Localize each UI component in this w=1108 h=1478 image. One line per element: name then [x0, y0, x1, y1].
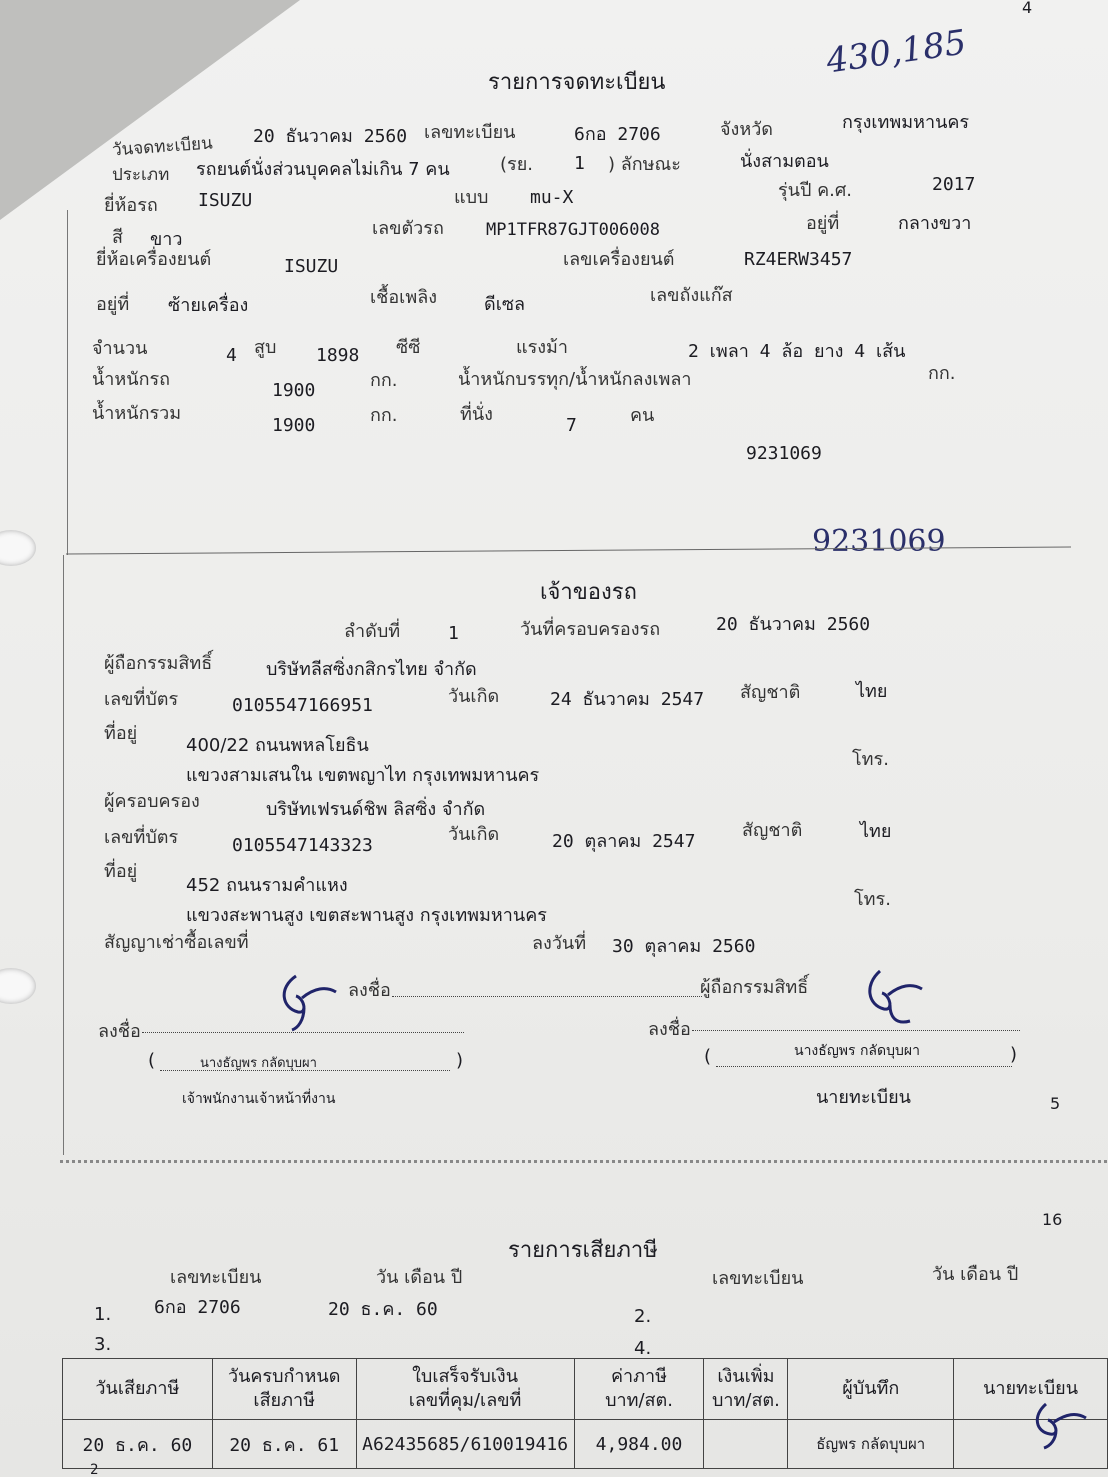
brand-label: ยี่ห้อรถ [104, 195, 158, 216]
holder-phone-label: โทร. [852, 749, 889, 770]
vehicle-type: รถยนต์นั่งส่วนบุคคลไม่เกิน 7 คน [196, 159, 450, 180]
page-number: 4 [1022, 0, 1033, 17]
reg-date: 20 ธันวาคม 2560 [253, 126, 408, 147]
fuel: ดีเซล [484, 294, 526, 315]
style-label: ) ลักษณะ [608, 154, 681, 175]
holder-nationality: ไทย [856, 681, 888, 702]
occupant-phone-label: โทร. [854, 889, 891, 910]
holder-name: บริษัทลีสซิ่งกสิกรไทย จำกัด [266, 659, 477, 680]
possession-date: 20 ธันวาคม 2560 [716, 614, 871, 635]
left-official-title: เจ้าพนักงานเจ้าหน้าที่งาน [182, 1091, 336, 1107]
tax-due-date: 20 ธ.ค. 61 [212, 1420, 356, 1469]
horsepower-label: แรงม้า [516, 337, 569, 358]
year-label: รุ่นปี ค.ศ. [778, 180, 853, 201]
engine-location: ซ้ายเครื่อง [168, 295, 249, 316]
holder-signature-label: ผู้ถือกรรมสิทธิ์ [700, 977, 809, 998]
occupant-label: ผู้ครอบครอง [104, 791, 200, 812]
engine-cc: 1898 [316, 345, 360, 366]
lease-date-label: ลงวันที่ [532, 933, 587, 954]
sequence: 1 [448, 623, 459, 644]
kg-unit: กก. [370, 370, 398, 391]
vin: MP1TFR87GJT006008 [486, 220, 660, 240]
occupant-dob-label: วันเกิด [448, 824, 500, 845]
margin-line [63, 555, 64, 1155]
cylinder-unit: สูบ [254, 337, 277, 358]
owner-title: เจ้าของรถ [540, 580, 637, 605]
cc-unit: ซีซี [396, 337, 421, 358]
province-label: จังหวัด [720, 119, 773, 140]
tax-row1-date: 20 ธ.ค. 60 [328, 1299, 438, 1320]
name-line [716, 1066, 1012, 1067]
plate-number: 6กอ 2706 [574, 124, 661, 145]
cylinders: 4 [226, 345, 237, 366]
header-recorder: ผู้บันทึก [788, 1359, 954, 1420]
engine-number-label: เลขเครื่องยนต์ [563, 249, 675, 270]
vehicle-style: นั่งสามตอน [740, 151, 829, 172]
type-code: 1 [574, 153, 585, 174]
occupant-dob: 20 ตุลาคม 2547 [552, 831, 696, 852]
reference-number: 9231069 [746, 443, 822, 464]
registration-title: รายการจดทะเบียน [488, 70, 666, 95]
gross-weight: 1900 [272, 415, 316, 436]
color-label: สี [112, 227, 123, 248]
vin-location-label: อยู่ที่ [806, 213, 840, 234]
holder-dob-label: วันเกิด [448, 686, 500, 707]
vehicle-weight: 1900 [272, 380, 316, 401]
occupant-nationality: ไทย [860, 821, 892, 842]
occupant-address-line2: แขวงสะพานสูง เขตสะพานสูง กรุงเทพมหานคร [186, 905, 547, 926]
occupant-nationality-label: สัญชาติ [742, 820, 803, 841]
header-registrar: นายทะเบียน [954, 1359, 1108, 1420]
type-code-label: (รย. [500, 154, 533, 175]
tax-date-label: วัน เดือน ปี [376, 1267, 463, 1288]
axles-wheels: 2 เพลา 4 ล้อ ยาง 4 เส้น [688, 341, 906, 362]
tax-plate-label: เลขทะเบียน [712, 1268, 804, 1289]
signature-line [692, 1030, 1020, 1031]
plate-label: เลขทะเบียน [424, 122, 516, 143]
vehicle-color: ขาว [150, 229, 183, 250]
paren-open: ( [148, 1050, 156, 1071]
model: mu-X [530, 187, 574, 208]
engine-location-label: อยู่ที่ [96, 294, 130, 315]
tax-row-number: 1. [94, 1304, 112, 1325]
tax-payment-table [62, 1358, 1108, 1469]
signature-mark [860, 965, 930, 1029]
tax-row-number: 4. [634, 1338, 652, 1359]
holder-nationality-label: สัญชาติ [740, 682, 801, 703]
name-line [160, 1070, 450, 1071]
possession-date-label: วันที่ครอบครองรถ [520, 619, 661, 640]
brand: ISUZU [198, 190, 253, 211]
cylinder-label: จำนวน [92, 338, 148, 359]
lease-date: 30 ตุลาคม 2560 [612, 936, 756, 957]
tax-plate-label: เลขทะเบียน [170, 1267, 262, 1288]
right-sign-label: ลงชื่อ [648, 1019, 691, 1040]
handwritten-number: 430,185 [823, 22, 969, 82]
holder-address-line2: แขวงสามเสนใน เขตพญาไท กรุงเทพมหานคร [186, 765, 540, 786]
table-row [63, 1420, 1108, 1469]
tax-title: รายการเสียภาษี [508, 1238, 658, 1263]
holder-id-label: เลขที่บัตร [104, 689, 179, 710]
tax-row1-plate: 6กอ 2706 [154, 1297, 241, 1318]
header-tax-date: วันเสียภาษี [63, 1359, 213, 1420]
engine-brand-label: ยี่ห้อเครื่องยนต์ [96, 249, 212, 270]
tax-amount: 4,984.00 [574, 1420, 704, 1469]
recorder: ธัญพร กลัดบุบผา [788, 1420, 954, 1469]
holder-address-line1: 400/22 ถนนพหลโยธิน [186, 735, 369, 756]
vin-location: กลางขวา [898, 213, 972, 234]
section-divider [60, 1160, 1108, 1163]
left-sign-label: ลงชื่อ [98, 1021, 141, 1042]
weight-label: น้ำหนักรถ [92, 369, 171, 390]
tax-date-label: วัน เดือน ปี [932, 1264, 1019, 1285]
holder-id: 0105547166951 [232, 695, 373, 716]
occupant-address-line1: 452 ถนนรามคำแหง [186, 875, 348, 896]
province: กรุงเทพมหานคร [842, 112, 970, 133]
kg-unit: กก. [928, 363, 956, 384]
gas-tank-label: เลขถังแก๊ส [650, 285, 733, 306]
signature-mark [274, 968, 344, 1032]
occupant-id: 0105547143323 [232, 835, 373, 856]
seats-label: ที่นั่ง [460, 404, 493, 425]
reference-number-handwritten: 9231069 [812, 524, 946, 559]
tax-row2-partial: 2 [90, 1462, 99, 1478]
header-receipt: ใบเสร็จรับเงิน เลขที่คุม/เลขที่ [356, 1359, 574, 1420]
holder-dob: 24 ธันวาคม 2547 [550, 689, 705, 710]
model-label: แบบ [454, 187, 489, 208]
occupant-id-label: เลขที่บัตร [104, 827, 179, 848]
tax-paid-date: 20 ธ.ค. 60 [63, 1420, 213, 1469]
reg-date-label: วันจดทะเบียน [111, 133, 214, 161]
paren-open: ( [704, 1046, 712, 1067]
header-surcharge: เงินเพิ่ม บาท/สต. [704, 1359, 788, 1420]
sequence-label: ลำดับที่ [344, 621, 401, 642]
paren-close: ) [456, 1050, 464, 1071]
receipt-number: A62435685/610019416 [356, 1420, 574, 1469]
surcharge [704, 1420, 788, 1469]
fuel-label: เชื้อเพลิง [370, 287, 438, 308]
load-weight-label: น้ำหนักบรรทุก/น้ำหนักลงเพลา [458, 369, 692, 390]
header-due-date: วันครบกำหนด เสียภาษี [212, 1359, 356, 1420]
holder-address-label: ที่อยู่ [104, 723, 138, 744]
official-name: นางธัญพร กลัดบุบผา [794, 1043, 920, 1059]
occupant-name: บริษัทเฟรนด์ชิพ ลิสซิ่ง จำกัด [266, 799, 486, 820]
model-year: 2017 [932, 174, 976, 195]
type-label: ประเภท [112, 165, 170, 185]
signature-line [392, 996, 702, 997]
holder-label: ผู้ถือกรรมสิทธิ์ [104, 653, 213, 674]
signature-mark [1030, 1400, 1100, 1450]
header-tax-amount: ค่าภาษี บาท/สต. [574, 1359, 704, 1420]
margin-line [67, 210, 68, 555]
seats: 7 [566, 415, 577, 436]
kg-unit: กก. [370, 405, 398, 426]
registrar-title: นายทะเบียน [816, 1087, 911, 1108]
official-left-name: นางธัญพร กลัดบุบผา [200, 1056, 317, 1071]
engine-brand: ISUZU [284, 256, 339, 277]
tax-row-number: 2. [634, 1306, 652, 1327]
seats-unit: คน [630, 405, 655, 426]
page-number: 16 [1042, 1210, 1063, 1229]
sign-label: ลงชื่อ [348, 980, 391, 1001]
gross-weight-label: น้ำหนักรวม [92, 403, 182, 424]
tax-row-number: 3. [94, 1334, 112, 1355]
occupant-address-label: ที่อยู่ [104, 861, 138, 882]
table-header-row [63, 1359, 1108, 1420]
vin-label: เลขตัวรถ [372, 218, 444, 239]
lease-contract-label: สัญญาเช่าซื้อเลขที่ [104, 932, 249, 953]
paren-close: ) [1010, 1044, 1018, 1065]
engine-number: RZ4ERW3457 [744, 249, 853, 270]
page-number: 5 [1050, 1094, 1061, 1113]
signature-line [142, 1032, 464, 1033]
